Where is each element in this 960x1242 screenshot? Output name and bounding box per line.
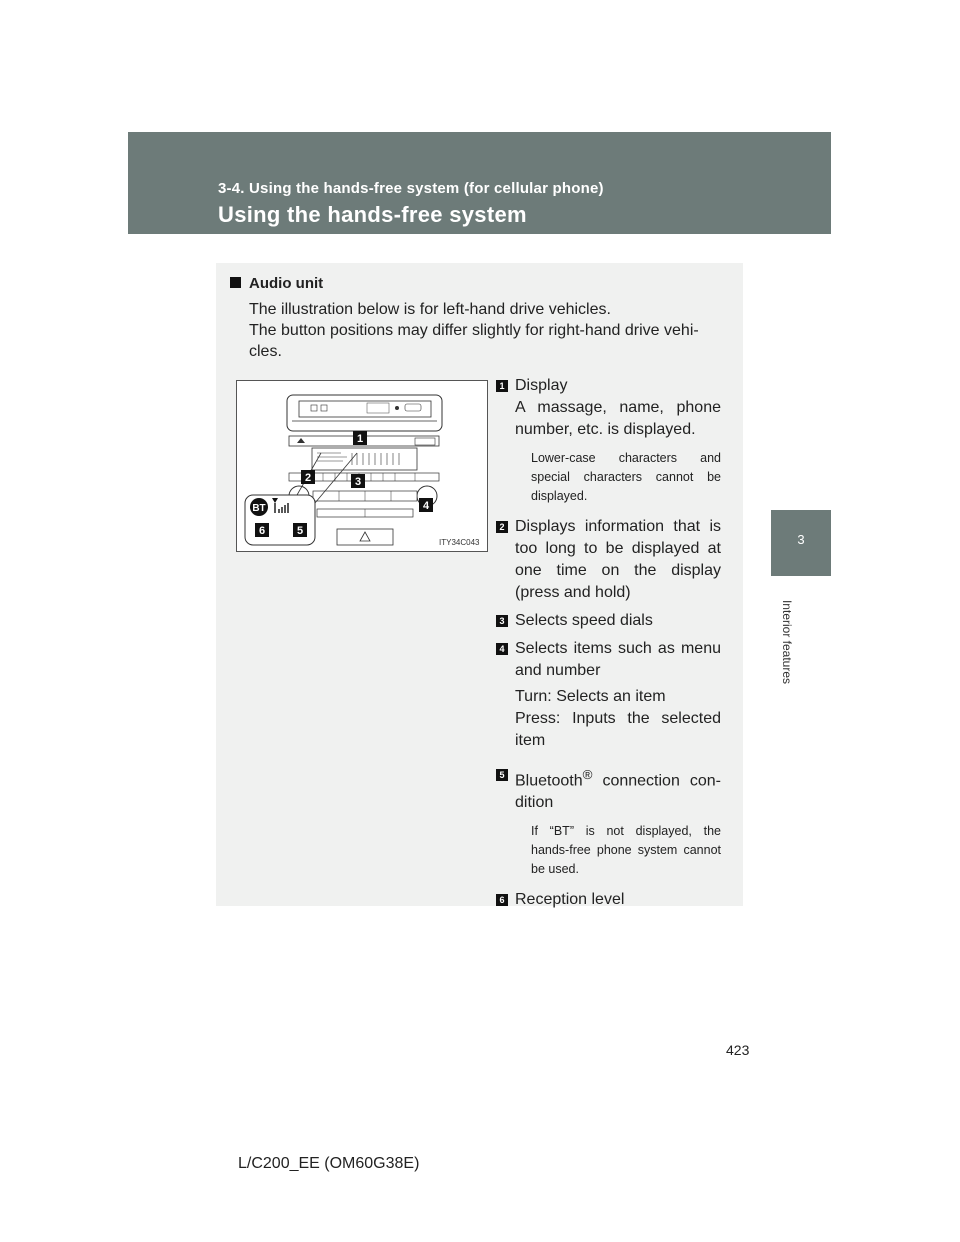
square-bullet-icon	[230, 277, 241, 288]
item-list	[496, 375, 721, 917]
item-title	[515, 764, 721, 814]
bt-icon-label: BT	[252, 503, 266, 514]
intro-text	[249, 299, 729, 362]
intro-line-2: The button positions may differ slightly for right-hand drive vehi-cles.	[249, 322, 699, 360]
item-sub-turn: Turn: Selects an item	[515, 688, 666, 705]
item-sub-press: Press: Inputs the selected item	[515, 710, 721, 749]
section-header	[128, 132, 831, 234]
item-number-badge: 5	[496, 769, 508, 781]
item-title: Selects speed dials	[515, 612, 653, 629]
item-number-badge: 6	[496, 894, 508, 906]
intro-line-1: The illustration below is for left-hand drive vehicles.	[249, 301, 611, 318]
audio-unit-drawing	[237, 381, 487, 551]
list-item	[496, 516, 721, 604]
callout-5: 5	[296, 525, 304, 537]
audio-unit-illustration	[236, 380, 488, 552]
item-number-badge: 3	[496, 615, 508, 627]
list-item	[496, 610, 721, 632]
item-title-rest: connection con-dition	[515, 772, 721, 812]
registered-mark: ®	[582, 767, 593, 782]
callout-2: 2	[304, 472, 312, 484]
audio-unit-heading-text: Audio unit	[249, 275, 324, 292]
item-title: Displays information that is too long to be displayed at one time on the display (press and hold)	[515, 518, 721, 601]
illustration-code: ITY34C043	[439, 538, 480, 547]
callout-1: 1	[356, 433, 364, 445]
item-description: A massage, name, phone number, etc. is displayed.	[515, 399, 721, 438]
chapter-number: 3	[797, 532, 805, 547]
chapter-tab	[771, 510, 831, 576]
content-box	[216, 263, 743, 909]
audio-unit-heading	[230, 275, 323, 292]
callout-3: 3	[354, 476, 362, 488]
chapter-title-vertical	[778, 590, 796, 694]
list-item	[496, 375, 721, 441]
item-title: Display	[515, 377, 568, 394]
callout-6: 6	[258, 525, 266, 537]
item-title: Reception level	[515, 891, 625, 909]
item-number-badge: 2	[496, 521, 508, 533]
item-title: Selects items such as menu and number	[515, 640, 721, 679]
chapter-title: Interior features	[780, 599, 794, 685]
document-code: L/C200_EE (OM60G38E)	[238, 1155, 420, 1172]
list-item	[496, 638, 721, 752]
item-number-badge: 4	[496, 643, 508, 655]
item-number-badge: 1	[496, 380, 508, 392]
section-label: 3-4. Using the hands-free system (for cellular phone)	[218, 180, 604, 197]
list-item	[496, 889, 721, 911]
callout-4: 4	[422, 500, 430, 512]
item-title-brand: Bluetooth	[515, 772, 583, 790]
list-item	[496, 764, 721, 814]
page-title: Using the hands-free system	[218, 202, 527, 227]
item-note: Lower-case characters and special characters cannot be displayed.	[531, 451, 721, 503]
page-number: 423	[726, 1042, 750, 1058]
item-note: If “BT” is not displayed, the hands-free phone system cannot be used.	[531, 824, 721, 877]
